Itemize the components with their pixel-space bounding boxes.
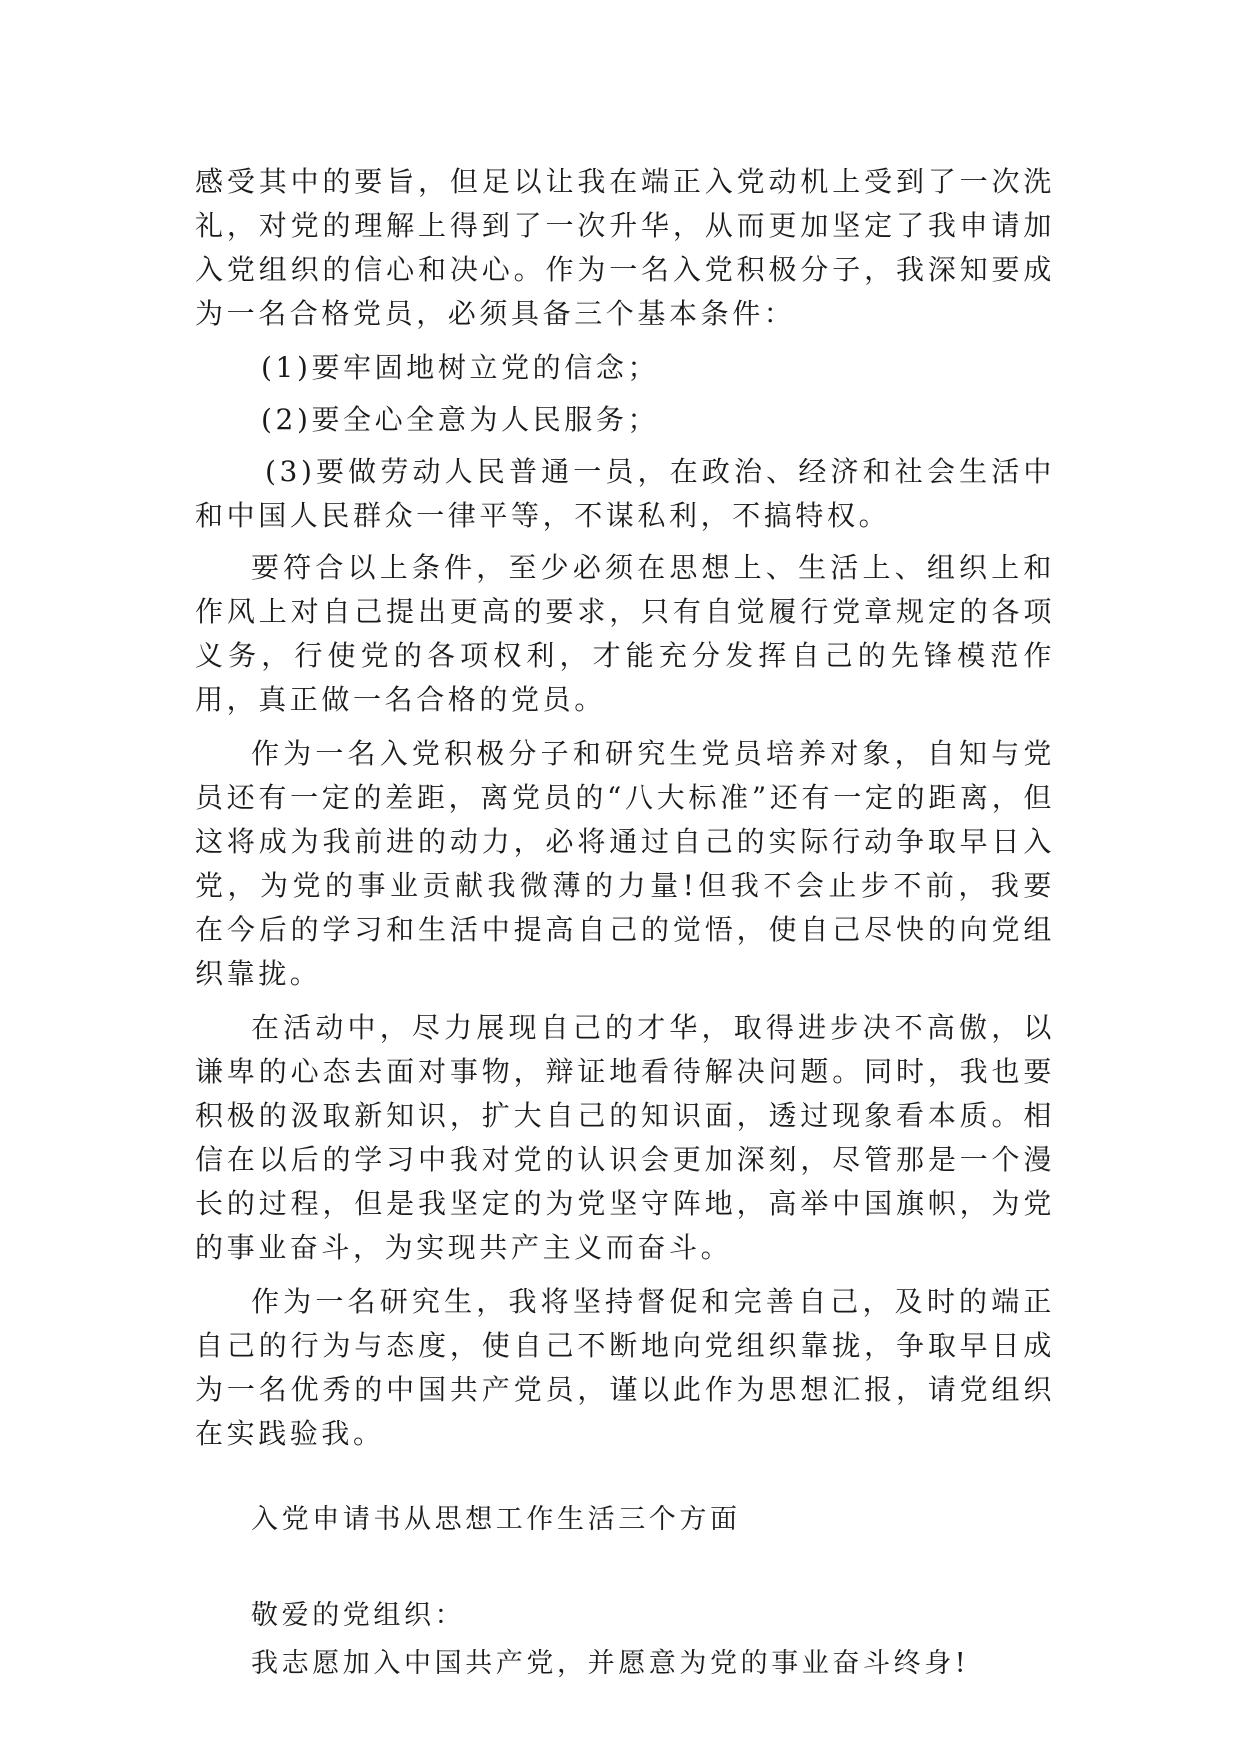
document-body [195, 160, 1055, 1684]
paragraph: 要符合以上条件，至少必须在思想上、生活上、组织上和作风上对自己提出更高的要求，只有自觉履行党章规定的各项义务，行使党的各项权利，才能充分发挥自己的先锋模范作用，真正做一名合格的党员。 [195, 551, 1055, 716]
list-item: (3)要做劳动人民普通一员，在政治、经济和社会生活中和中国人民群众一律平等，不谋私利，不搞特权。 [195, 455, 1055, 532]
paragraph: 作为一名入党积极分子和研究生党员培养对象，自知与党员还有一定的差距，离党员的“八大标准”还有一定的距离，但这将成为我前进的动力，必将通过自己的实际行动争取早日入党，为党的事业贡献我微薄的力量!但我不会止步不前，我要在今后的学习和生活中提高自己的觉悟，使自己尽快的向党组织靠拢。 [195, 737, 1055, 990]
paragraph-intro: 感受其中的要旨，但足以让我在端正入党动机上受到了一次洗礼，对党的理解上得到了一次升华，从而更加坚定了我申请加入党组织的信心和决心。作为一名入党积极分子，我深知要成为一名合格党员，必须具备三个基本条件： [195, 165, 1055, 330]
list-item: (1)要牢固地树立党的信念； [261, 351, 660, 384]
section-title: 入党申请书从思想工作生活三个方面 [251, 1504, 741, 1535]
paragraph: 作为一名研究生，我将坚持督促和完善自己，及时的端正自己的行为与态度，使自己不断地向党组织靠拢，争取早日成为一名优秀的中国共产党员，谨以此作为思想汇报，请党组织在实践验我。 [195, 1285, 1055, 1450]
conditions-list [195, 346, 1055, 538]
list-item: (2)要全心全意为人民服务； [261, 403, 660, 436]
opening-line: 我志愿加入中国共产党，并愿意为党的事业奋斗终身! [251, 1648, 970, 1679]
paragraph: 在活动中，尽力展现自己的才华，取得进步决不高傲，以谦卑的心态去面对事物，辩证地看待解决问题。同时，我也要积极的汲取新知识，扩大自己的知识面，透过现象看本质。相信在以后的学习中我对党的认识会更加深刻，尽管那是一个漫长的过程，但是我坚定的为党坚守阵地，高举中国旗帜，为党的事业奋斗，为实现共产主义而奋斗。 [195, 1011, 1055, 1264]
salutation: 敬爱的党组织： [251, 1600, 466, 1631]
